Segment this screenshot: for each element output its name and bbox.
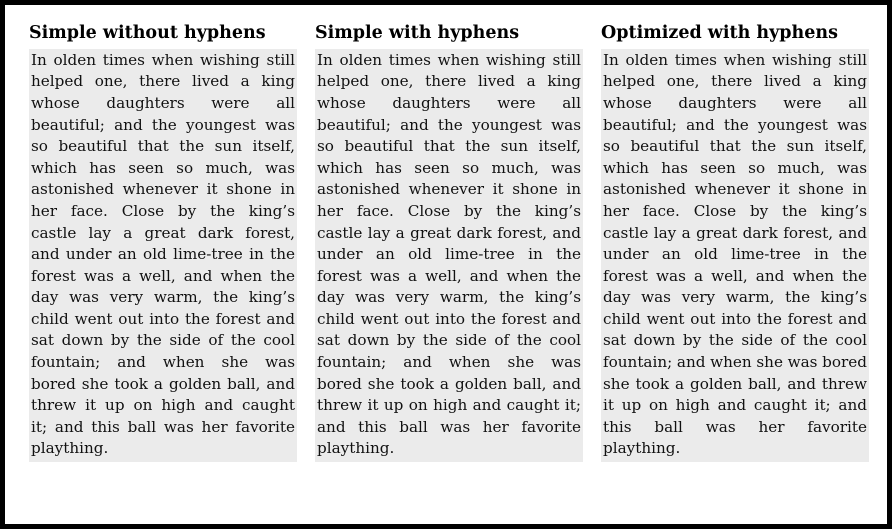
column-title: Simple without hyphens	[29, 23, 266, 43]
column-container	[5, 5, 887, 524]
column-text: In olden times when wishing still helped one, there lived a king whose daughters were all beautiful; and the youngest was so beautiful that the sun itself, which has seen so much, was astonished whenever it shone in her face. Close by the king’s castle lay a great dark forest, and under an old lime-tree in the forest was a well, and when the day was very warm, the king’s child went out into the forest and sat down by the side of the cool fountain; and when she was bored she took a golden ball, and threw it up on high and caught it; and this ball was her favorite plaything.	[315, 49, 583, 462]
column-optimized-with-hyphens	[601, 23, 869, 462]
column-text: In olden times when wishing still helped one, there lived a king whose daughters were all beautiful; and the youngest was so beautiful that the sun itself, which has seen so much, was astonished whenever it shone in her face. Close by the king’s castle lay a great dark forest, and under an old lime-tree in the forest was a well, and when the day was very warm, the king’s child went out into the forest and sat down by the side of the cool fountain; and when she was bored she took a golden ball, and threw it up on high and caught it; and this ball was her favorite plaything.	[29, 49, 297, 462]
column-simple-with-hyphens	[315, 23, 583, 462]
column-title: Optimized with hyphens	[601, 23, 838, 43]
column-simple-without-hyphens	[29, 23, 297, 462]
column-text: In olden times when wishing still helped one, there lived a king whose daughters were all beautiful; and the youngest was so beautiful that the sun itself, which has seen so much, was astonished whenever it shone in her face. Close by the king’s castle lay a great dark forest, and under an old lime-tree in the forest was a well, and when the day was very warm, the king’s child went out into the forest and sat down by the side of the cool fountain; and when she was bored she took a golden ball, and threw it up on high and caught it; and this ball was her favorite plaything.	[601, 49, 869, 462]
column-title: Simple with hyphens	[315, 23, 520, 43]
